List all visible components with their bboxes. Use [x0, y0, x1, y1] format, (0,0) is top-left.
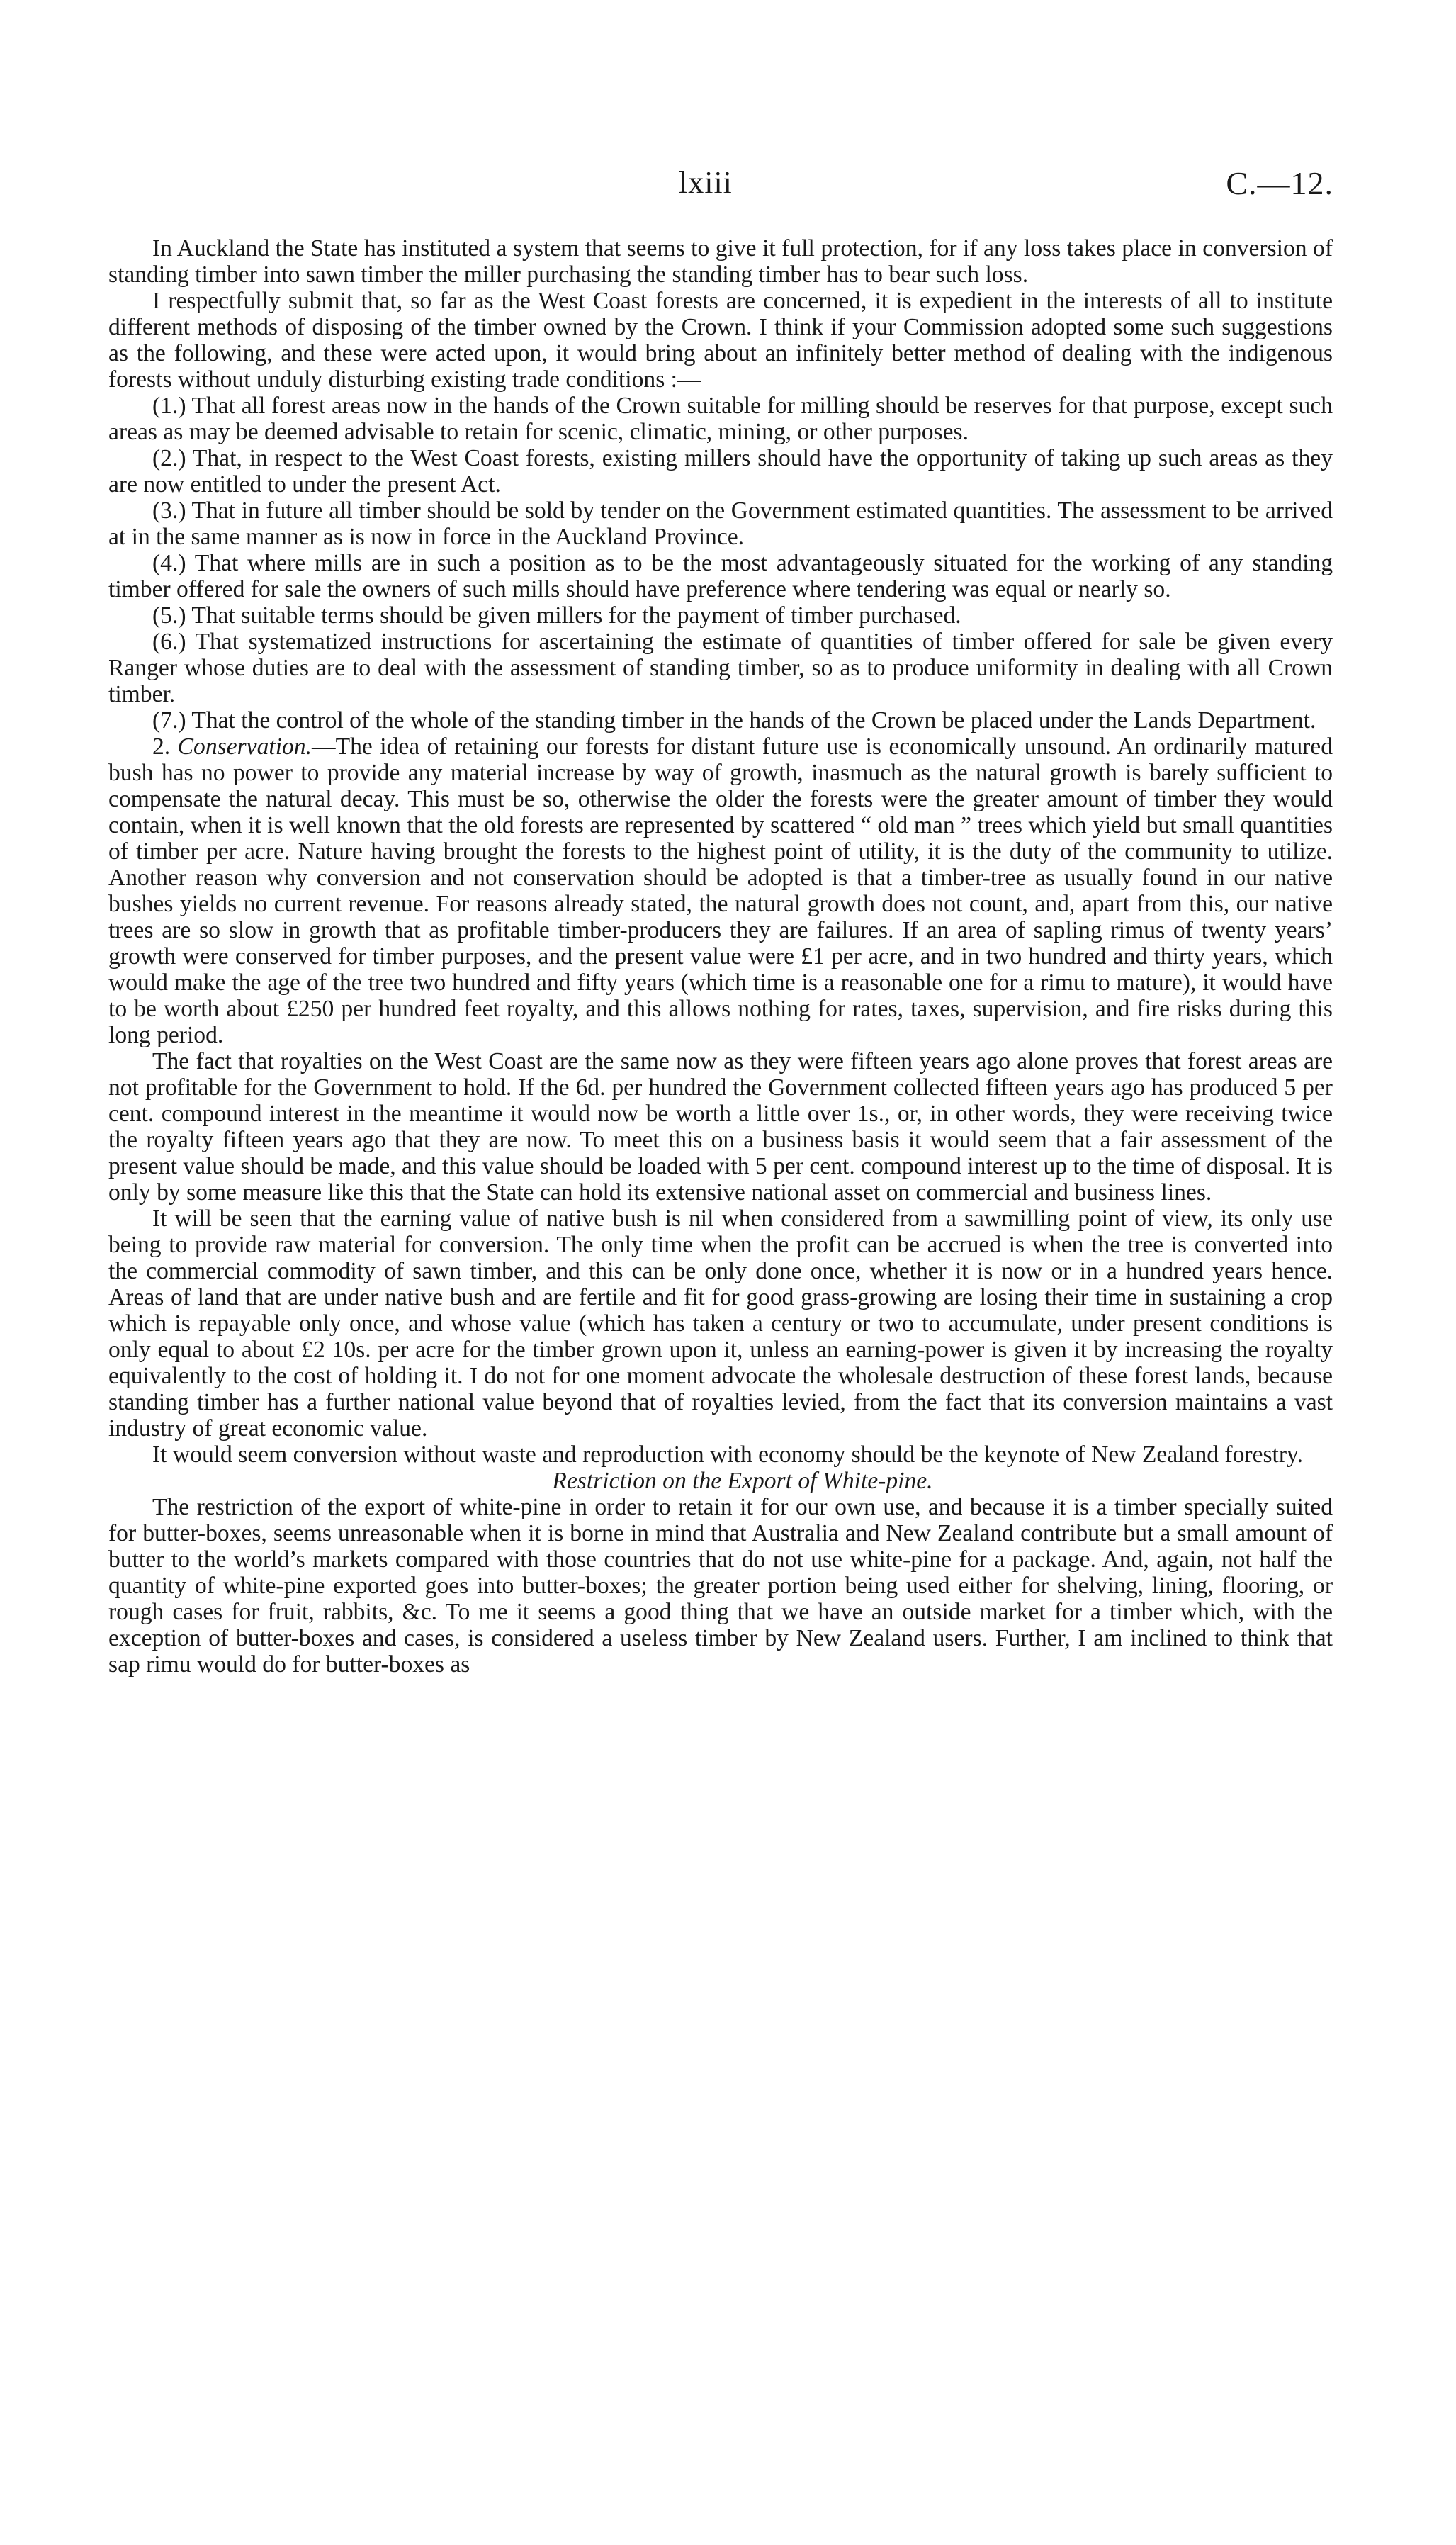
paragraph-keynote: It would seem conversion without waste and reproduction with economy should be the keynote of New Zealand forestry.: [152, 1442, 1304, 1468]
conservation-number: 2.: [152, 734, 171, 760]
suggestion-5: (5.) That suitable terms should be given millers for the payment of timber purchased.: [152, 602, 961, 629]
paragraph-royalties: The fact that royalties on the West Coast are the same now as they were fifteen years ago alone proves that forest areas are not profitable for the Government to hold. If the 6d. per hundred the Government collected fifteen years ago has produced 5 per cent. compound interest in the meantime it would now be worth a little over 1s., or, in other words, they were receiving twice the royalty fifteen years ago that they are now. To meet this on a business basis it would seem that a fair assessment of the present value should be made, and this value should be loaded with 5 per cent. compound interest up to the time of disposal. It is only by some measure like this that the State can hold its extensive national asset on commercial and business lines.: [108, 1048, 1333, 1206]
conservation-label: Conservation.: [177, 734, 312, 760]
suggestion-4: (4.) That where mills are in such a position as to be the most advantageously situated for the working of any standing timber offered for sale the owners of such mills should have preference where tendering was equal or nearly so.: [108, 550, 1333, 602]
paragraph-submission: I respectfully submit that, so far as the West Coast forests are concerned, it is expedient in the interests of all to institute different methods of disposing of the timber owned by the Crown. I think if your Commission adopted some such suggestions as the following, and these were acted upon, it would bring about an infinitely better method of dealing with the indigenous forests without unduly disturbing existing trade conditions :—: [108, 288, 1333, 393]
paragraph-white-pine: The restriction of the export of white-pine in order to retain it for our own use, and because it is a timber specially suited for butter-boxes, seems unreasonable when it is borne in mind that Australia and New Zealand contribute but a small amount of butter to the world’s markets compared with those countries that do not use white-pine for a package. And, again, not half the quantity of white-pine exported goes into butter-boxes; the greater portion being used either for shelving, lining, flooring, or rough cases for fruit, rabbits, &c. To me it seems a good thing that we have an outside market for a timber which, with the exception of butter-boxes and cases, is considered a useless timber by New Zealand users. Further, I am inclined to think that sap rimu would do for butter-boxes as: [108, 1494, 1333, 1678]
section-heading: Restriction on the Export of White-pine.: [552, 1468, 933, 1494]
suggestion-1: (1.) That all forest areas now in the hands of the Crown suitable for milling should be reserves for that purpose, except such areas as may be deemed advisable to retain for scenic, climatic, mining, or other purposes.: [108, 393, 1333, 445]
document-reference: C.—12.: [1226, 165, 1333, 201]
conservation-text: —The idea of retaining our forests for distant future use is economically unsound. An ordinarily matured bush has no power to provide any material increase by way of growth, inasmuch as the natural growth is barely sufficient to compensate the natural decay. This must be so, otherwise the older the forests were the greater amount of timber they would contain, when it is well known that the old forests are represented by scattered “ old man ” trees which yield but small quantities of timber per acre. Nature having brought the forests to the highest point of utility, it is the duty of the community to utilize. Another reason why conversion and not conservation should be adopted is that a timber-tree as usually found in our native bushes yields no current revenue. For reasons already stated, the natural growth does not count, and, apart from this, our native trees are so slow in growth that as profitable timber-producers they are failures. If an area of sapling rimus of twenty years’ growth were conserved for timber purposes, and the present value were £1 per acre, and in two hundred and thirty years, which would make the age of the tree two hundred and fifty years (which time is a reasonable one for a rimu to mature), it would have to be worth about £250 per hundred feet royalty, and this allows nothing for rates, taxes, supervision, and fire risks during this long period.: [108, 734, 1333, 1048]
paragraph-auckland: In Auckland the State has instituted a system that seems to give it full protection, for if any loss takes place in conversion of standing timber into sawn timber the miller purchasing the standing timber has to bear such loss.: [108, 235, 1333, 288]
suggestion-2: (2.) That, in respect to the West Coast forests, existing millers should have the opportunity of taking up such areas as they are now entitled to under the present Act.: [108, 445, 1333, 498]
suggestion-6: (6.) That systematized instructions for ascertaining the estimate of quantities of timber offered for sale be given every Ranger whose duties are to deal with the assessment of standing timber, so as to produce uniformity in dealing with all Crown timber.: [108, 629, 1333, 707]
paragraph-conservation: [108, 734, 1333, 1048]
page-header: [0, 164, 1456, 207]
paragraph-earning-value: It will be seen that the earning value of native bush is nil when considered from a sawmilling point of view, its only use being to provide raw material for conversion. The only time when the profit can be accrued is when the tree is converted into the commercial commodity of sawn timber, and this can be only done once, whether it is now or in a hundred years hence. Areas of land that are under native bush and are fertile and fit for good grass-growing are losing their time in sustaining a crop which is repayable only once, and whose value (which has taken a century or two to accumulate, under present conditions is only equal to about £2 10s. per acre for the timber grown upon it, unless an earning-power is given it by increasing the royalty equivalently to the cost of holding it. I do not for one moment advocate the wholesale destruction of these forest lands, because standing timber has a further national value beyond that of royalties levied, from the fact that its conversion maintains a vast industry of great economic value.: [108, 1206, 1333, 1442]
body-text: [108, 235, 1333, 1678]
page-number: lxiii: [679, 165, 733, 200]
suggestion-7: (7.) That the control of the whole of the standing timber in the hands of the Crown be placed under the Lands Department.: [152, 707, 1316, 734]
suggestion-3: (3.) That in future all timber should be sold by tender on the Government estimated quantities. The assessment to be arrived at in the same manner as is now in force in the Auckland Province.: [108, 498, 1333, 550]
